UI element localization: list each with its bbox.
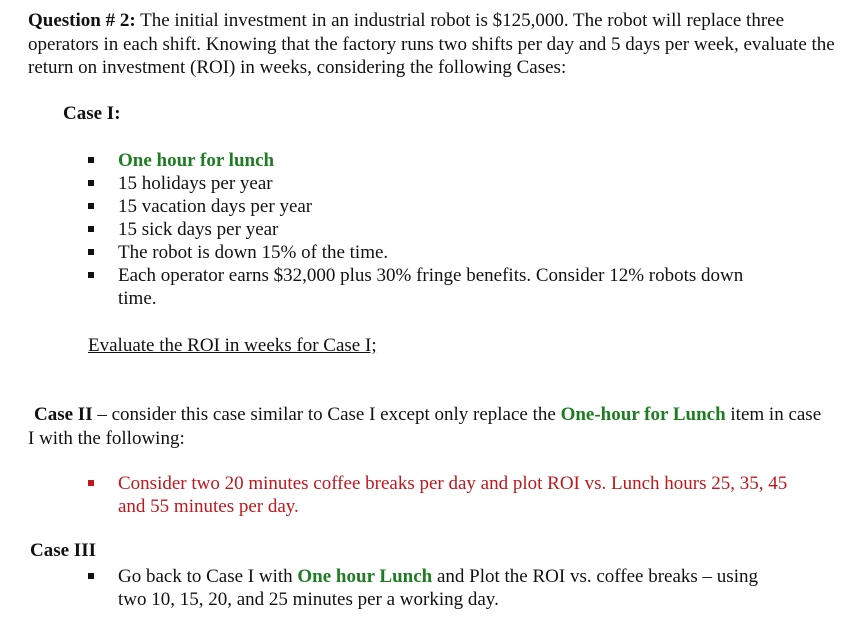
case-3-bullet-text-b: and Plot the ROI vs. coffee breaks – using two 10, 15, 20, and 25 minutes per a working day. (118, 566, 758, 610)
list-item (85, 264, 785, 310)
case-3-highlight: One hour Lunch (297, 566, 433, 587)
case-2-paragraph (28, 403, 828, 450)
case-3-heading: Case III (30, 540, 96, 561)
bullet-icon (88, 180, 94, 186)
list-item (85, 172, 785, 195)
case-1-bullet-list (85, 149, 785, 310)
bullet-icon (88, 226, 94, 232)
list-item (85, 149, 785, 172)
list-item-text: 15 vacation days per year (118, 196, 313, 217)
list-item (85, 218, 785, 241)
bullet-icon (88, 272, 94, 278)
question-label: Question # 2: (28, 10, 136, 31)
bullet-icon (88, 573, 94, 579)
case-1-heading: Case I: (63, 103, 121, 124)
list-item (85, 565, 785, 611)
case-2-highlight: One-hour for Lunch (560, 404, 726, 425)
list-item (85, 241, 785, 264)
list-item-text: 15 sick days per year (118, 219, 279, 240)
list-item (85, 195, 785, 218)
case-2-bullet-text: Consider two 20 minutes coffee breaks per day and plot ROI vs. Lunch hours 25, 35, 45 and 55 minutes per day. (118, 473, 788, 517)
list-item-text: Each operator earns $32,000 plus 30% fringe benefits. Consider 12% robots down time. (118, 265, 744, 309)
bullet-icon (88, 203, 94, 209)
case-2-bullet-list (85, 472, 810, 518)
list-item-text: The robot is down 15% of the time. (118, 242, 389, 263)
bullet-icon (88, 480, 94, 486)
case-3-bullet-list (85, 565, 785, 611)
case-1-evaluate-instruction: Evaluate the ROI in weeks for Case I; (88, 335, 377, 356)
case-2-heading: Case II (34, 404, 93, 425)
case-2-text-a: – consider this case similar to Case I except only replace the (92, 404, 561, 425)
list-item (85, 472, 810, 518)
question-text: The initial investment in an industrial robot is $125,000. The robot will replace three operators in each shift. Knowing that the factory runs two shifts per day and 5 days per week, evaluate the return on investment (ROI) in weeks, considering the following Cases: (28, 10, 835, 78)
case-2-text-b: item in case I with the following: (28, 404, 822, 449)
bullet-icon (88, 157, 94, 163)
lunch-item-text: One hour for lunch (118, 150, 275, 171)
case-3-bullet-text-a: Go back to Case I with (118, 566, 298, 587)
list-item-text: 15 holidays per year (118, 173, 273, 194)
question-paragraph (28, 9, 838, 80)
bullet-icon (88, 249, 94, 255)
